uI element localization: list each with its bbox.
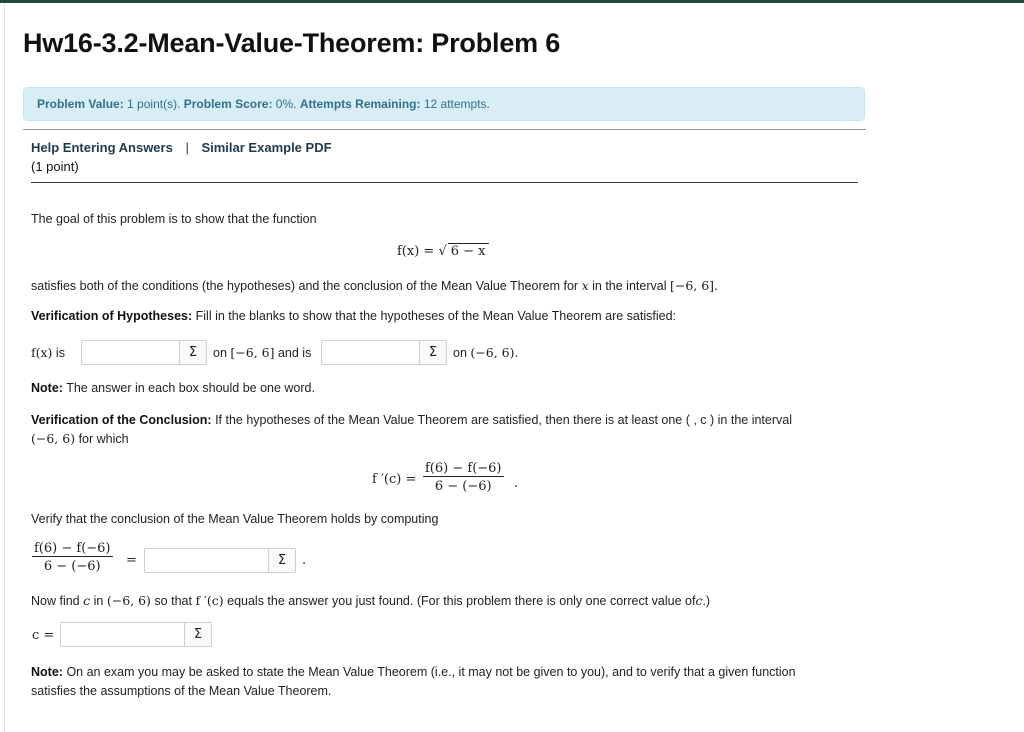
verification-hypotheses-text: Fill in the blanks to show that the hypotheses of the Mean Value Theorem are satisfied: <box>195 309 677 323</box>
divider-top <box>23 129 866 130</box>
now-find-line <box>31 593 710 608</box>
answer-input-1[interactable] <box>82 341 179 364</box>
final-note-line1 <box>31 665 796 679</box>
compute-equals: = <box>126 553 137 568</box>
for-which-line <box>31 431 129 446</box>
is-text: is <box>55 346 65 360</box>
page-title: Hw16-3.2-Mean-Value-Theorem: Problem 6 <box>23 28 561 58</box>
problem-status-alert <box>23 87 865 121</box>
compute-fraction <box>32 541 113 574</box>
verification-conclusion-line <box>31 413 792 427</box>
fx-label: f(x) <box>31 345 53 360</box>
divider-bottom <box>31 182 858 183</box>
satisfies-text: satisfies both of the conditions (the hypotheses) and the conclusion of the Mean Value Theorem for <box>31 279 579 293</box>
on-open-interval-text <box>453 345 518 360</box>
note-label: Note: <box>31 381 63 395</box>
fraction-period: . <box>514 476 519 491</box>
closed-interval-2: [−6, 6] <box>230 345 275 360</box>
left-border <box>4 3 5 732</box>
intro-text: The goal of this problem is to show that the function <box>31 212 317 226</box>
c-var-2: c <box>695 593 703 608</box>
sqrt-symbol: √ 6 − x <box>438 244 488 259</box>
equals-answer-text: equals the answer you just found. (For this problem there is only one correct value of <box>227 594 696 608</box>
answer-box-2 <box>321 340 447 365</box>
final-note-line2: satisfies the assumptions of the Mean Value Theorem. <box>31 684 332 698</box>
in-interval-text: in the interval <box>592 279 667 293</box>
verification-hypotheses-line <box>31 309 676 323</box>
sigma-icon[interactable]: Σ <box>268 549 295 572</box>
similar-example-pdf-link[interactable]: Similar Example PDF <box>201 140 332 155</box>
compute-denominator: 6 − (−6) <box>43 559 101 574</box>
on-text-2: on <box>453 346 467 360</box>
on-text: on <box>213 346 227 360</box>
sigma-icon[interactable]: Σ <box>179 341 206 364</box>
answer-box-1 <box>81 340 207 365</box>
answer-box-3 <box>144 548 296 573</box>
link-separator: | <box>185 140 189 155</box>
final-note-text-1: On an exam you may be asked to state the Mean Value Theorem (i.e., it may not be given to you), and to verify that a given function <box>66 665 796 679</box>
and-is-text: and is <box>277 346 312 360</box>
verify-text: Verify that the conclusion of the Mean Value Theorem holds by computing <box>31 512 439 526</box>
attempts-remaining: 12 attempts. <box>423 97 490 111</box>
c-var: c <box>83 593 91 608</box>
c-equals-label: c = <box>32 628 55 643</box>
problem-value-label: Problem Value: <box>37 97 124 111</box>
problem-score-label: Problem Score: <box>183 97 273 111</box>
fraction-denominator: 6 − (−6) <box>434 479 492 494</box>
function-lhs: f(x) = <box>397 244 439 259</box>
answer-input-2[interactable] <box>322 341 419 364</box>
problem-value: 1 point(s). <box>127 97 181 111</box>
var-x: x <box>581 278 589 293</box>
compute-numerator: f(6) − f(−6) <box>34 541 111 556</box>
satisfies-line <box>31 278 718 293</box>
verification-conclusion-text: If the hypotheses of the Mean Value Theorem are satisfied, then there is at least one ( , c ) in the interval <box>215 413 793 427</box>
open-interval-2: (−6, 6) <box>31 431 76 446</box>
answer-input-4[interactable] <box>61 623 184 646</box>
for-which-text: for which <box>78 432 129 446</box>
verification-hypotheses-label: Verification of Hypotheses: <box>31 309 193 323</box>
closed-interval: [−6, 6]. <box>669 278 719 293</box>
open-interval-3: (−6, 6) <box>106 593 151 608</box>
problem-points: (1 point) <box>31 159 79 174</box>
open-interval: (−6, 6). <box>470 345 519 360</box>
so-that-text: so that <box>154 594 192 608</box>
answer-box-4 <box>60 622 212 647</box>
in-text: in <box>93 594 104 608</box>
verification-conclusion-label: Verification of the Conclusion: <box>31 413 212 427</box>
on-closed-interval-text <box>213 345 311 360</box>
sigma-icon[interactable]: Σ <box>184 623 211 646</box>
function-radicand: 6 − x <box>448 243 489 259</box>
final-note-label: Note: <box>31 665 63 679</box>
problem-score: 0%. <box>275 97 297 111</box>
compute-period: . <box>302 553 307 568</box>
fraction-numerator: f(6) − f(−6) <box>425 461 502 476</box>
help-entering-answers-link[interactable]: Help Entering Answers <box>31 140 173 155</box>
close-paren: .) <box>702 594 711 608</box>
now-find-text: Now find <box>31 594 80 608</box>
note-text: The answer in each box should be one word. <box>66 381 315 395</box>
answer-input-3[interactable] <box>145 549 268 572</box>
mvt-fraction <box>423 461 504 494</box>
top-accent-bar <box>0 0 1024 3</box>
help-links <box>31 140 332 155</box>
attempts-label: Attempts Remaining: <box>299 97 421 111</box>
fx-is-line <box>31 345 65 360</box>
fprime-c-label: f ′(c) = <box>372 472 417 487</box>
fprime-c: f ′(c) <box>195 593 224 608</box>
function-definition <box>397 244 489 259</box>
note-line <box>31 381 315 395</box>
sigma-icon[interactable]: Σ <box>419 341 446 364</box>
